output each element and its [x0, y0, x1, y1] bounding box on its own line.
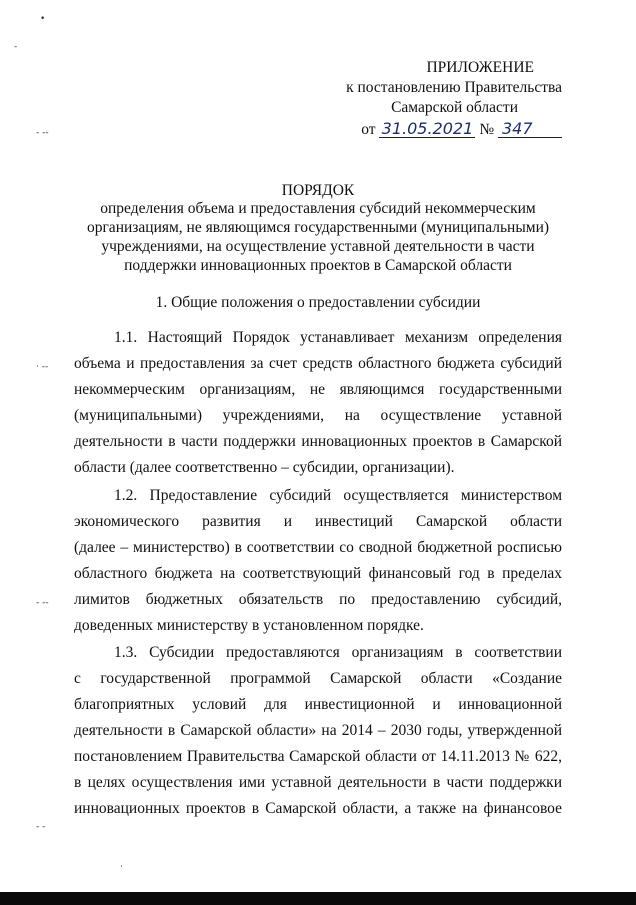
appendix-title: ПРИЛОЖЕНИЕ — [426, 59, 534, 76]
paragraph-line: инновационных проектов в Самарской области, а также на финансовое — [74, 800, 562, 817]
paragraph-line: благоприятных условий для инвестиционной и инновационной — [74, 696, 562, 713]
paragraph-1-3 — [74, 640, 562, 822]
appendix-resolution: к постановлению Правительства — [346, 79, 562, 96]
paragraph-line: постановлением Правительства Самарской области от 14.11.2013 № 622, — [74, 748, 562, 765]
paragraph-line: 1.1. Настоящий Порядок устанавливает механизм определения — [114, 329, 562, 346]
paragraph-line: 1.2. Предоставление субсидий осуществляется министерством — [114, 487, 562, 504]
paragraph-line: лимитов бюджетных обязательств по предоставлению субсидий, — [74, 591, 562, 608]
scan-mark: ‑ ‑‑ — [36, 128, 49, 138]
paragraph-line: 1.3. Субсидии предоставляются организациям в соответствии — [114, 644, 562, 661]
paragraph-line: некоммерческим организациям, не являющимся государственными — [74, 381, 562, 398]
document-title: ПОРЯДОК — [281, 182, 355, 199]
paragraph-line: областного бюджета на соответствующий финансовый год в пределах — [74, 565, 562, 582]
subtitle-line: поддержки инновационных проектов в Самарской области — [124, 257, 512, 274]
number-prefix: № — [479, 121, 495, 138]
appendix-region: Самарской области — [391, 99, 518, 116]
scan-mark: · — [120, 862, 123, 872]
paragraph-line: (далее – министерство) в соответствии со сводной бюджетной росписью — [74, 539, 562, 556]
paragraph-line: деятельности в части поддержки инновационных проектов в Самарской — [74, 433, 562, 450]
paragraph-line: объема и предоставления за счет средств областного бюджета субсидий — [74, 355, 562, 372]
scan-bottom-edge — [0, 892, 636, 905]
paragraph-1-2 — [74, 483, 562, 639]
appendix-date-number — [300, 120, 562, 140]
scan-mark: ‑ ‑‑ — [36, 598, 49, 608]
paragraph-1-1 — [74, 325, 562, 481]
paragraph-line: (муниципальными) учреждениями, на осуществление уставной — [74, 407, 562, 424]
subtitle-line: организациям, не являющимся государственными (муниципальными) — [86, 219, 550, 236]
date-prefix: от — [361, 121, 376, 138]
paragraph-line: доведенных министерству в установленном порядке. — [74, 617, 424, 634]
document-subtitle — [74, 199, 562, 275]
scan-mark: · ‑‑ — [36, 362, 49, 372]
paragraph-line: области (далее соответственно – субсидии, организации). — [74, 459, 455, 476]
paragraph-line: в целях осуществления ими уставной деятельности в части поддержки — [74, 774, 562, 791]
appendix-block — [300, 58, 562, 140]
paragraph-line: деятельности в Самарской области» на 2014 – 2030 годы, утвержденной — [74, 722, 562, 739]
scan-mark: ‑ ‑ — [36, 822, 46, 832]
date-handwritten: 31.05.2021 — [379, 120, 475, 138]
scan-mark: - — [14, 42, 18, 52]
paragraph-line: экономического развития и инвестиций Самарской области — [74, 513, 562, 530]
number-handwritten: 347 — [498, 120, 562, 138]
subtitle-line: учреждениями, на осуществление уставной деятельности в части — [101, 238, 535, 255]
section-title: 1. Общие положения о предоставлении субсидии — [155, 294, 481, 311]
scan-mark: • — [40, 14, 46, 24]
paragraph-line: с государственной программой Самарской области «Создание — [74, 670, 562, 687]
subtitle-line: определения объема и предоставления субсидий некоммерческим — [100, 200, 536, 217]
